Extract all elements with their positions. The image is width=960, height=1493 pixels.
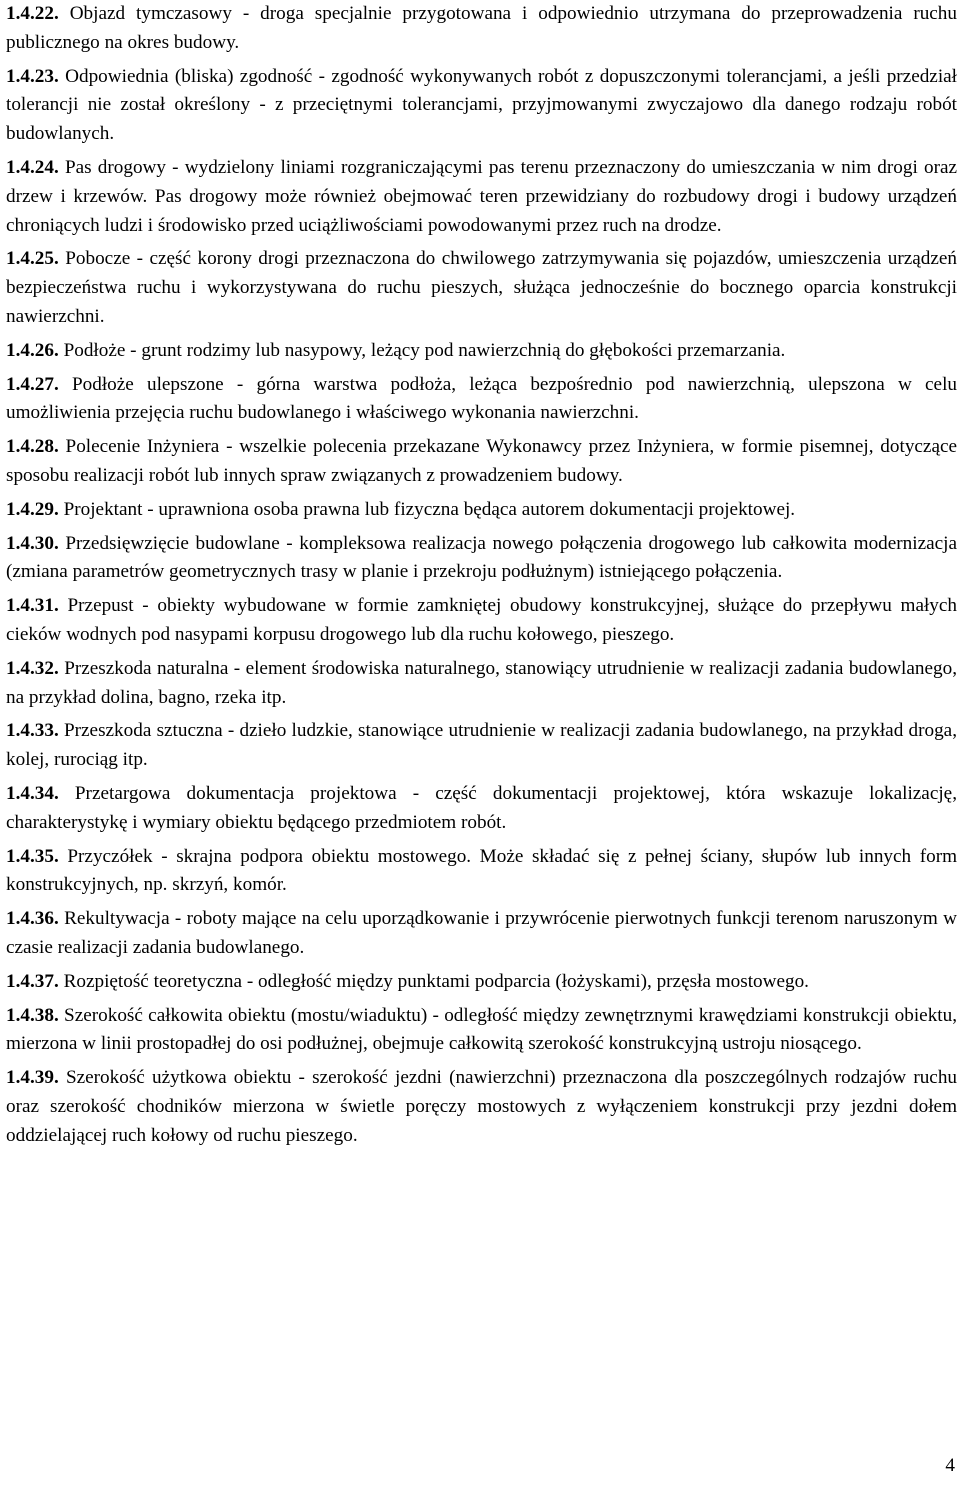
definition-number: 1.4.24. [6, 156, 59, 178]
definition-1-4-38 [6, 1002, 957, 1060]
definition-number: 1.4.39. [6, 1067, 59, 1089]
definition-1-4-28 [6, 433, 957, 491]
definition-text: Objazd tymczasowy - droga specjalnie przygotowana i odpowiednio utrzymana do przeprowadzenia ruchu publicznego na okres budowy. [6, 3, 957, 53]
definition-text: Przepust - obiekty wybudowane w formie zamkniętej obudowy konstrukcyjnej, służące do przepływu małych cieków wodnych pod nasypami korpusu drogowego lub dla ruchu kołowego, pieszego. [6, 595, 957, 645]
definition-1-4-37 [6, 968, 957, 997]
definition-1-4-35 [6, 843, 957, 901]
definition-number: 1.4.36. [6, 908, 59, 930]
definition-1-4-22 [6, 0, 957, 58]
definition-number: 1.4.32. [6, 657, 59, 679]
definition-text: Przedsięwzięcie budowlane - kompleksowa realizacja nowego połączenia drogowego lub całkowita modernizacja (zmiana parametrów geometrycznych trasy w planie i przekroju podłużnym) istniejącego połączenia. [6, 532, 958, 583]
definition-text: Przeszkoda naturalna - element środowiska naturalnego, stanowiący utrudnienie w realizacji zadania budowlanego, na przykład dolina, bagno, rzeka itp. [6, 657, 957, 708]
definition-text: Projektant - uprawniona osoba prawna lub fizyczna będąca autorem dokumentacji projektowej. [63, 498, 796, 520]
definition-number: 1.4.26. [6, 339, 59, 361]
definition-number: 1.4.37. [6, 970, 59, 992]
definition-1-4-31 [6, 592, 957, 650]
definition-text: Szerokość całkowita obiektu (mostu/wiaduktu) - odległość między zewnętrznymi krawędziami konstrukcji obiektu, mierzona w linii prostopadłej do osi podłużnej, obejmuje całkowitą szerokość konstrukcyjną ustroju niosącego. [6, 1004, 958, 1055]
definition-1-4-25 [6, 245, 957, 331]
definition-number: 1.4.34. [6, 782, 59, 804]
definition-1-4-27 [6, 371, 957, 429]
definition-number: 1.4.33. [6, 720, 59, 742]
definition-number: 1.4.23. [6, 65, 59, 87]
definition-number: 1.4.22. [6, 3, 59, 24]
definition-text: Przeszkoda sztuczna - dzieło ludzkie, stanowiące utrudnienie w realizacji zadania budowlanego, na przykład droga, kolej, rurociąg itp. [6, 720, 957, 771]
page-number: 4 [945, 1455, 955, 1476]
definition-text: Pas drogowy - wydzielony liniami rozgraniczającymi pas terenu przeznaczony do umieszczania w nim drogi oraz drzew i krzewów. Pas drogowy może również obejmować teren przewidziany do rozbudowy drogi i budowy urządzeń chroniących ludzi i środowisko przed uciążliwościami powodowanymi przez ruch na drodze. [6, 156, 957, 236]
definition-number: 1.4.27. [6, 373, 59, 395]
definition-text: Podłoże ulepszone - górna warstwa podłoża, leżąca bezpośrednio pod nawierzchnią, ulepszona w celu umożliwienia przejęcia ruchu budowlanego i właściwego wykonania nawierzchni. [6, 373, 957, 424]
definition-text: Przetargowa dokumentacja projektowa - część dokumentacji projektowej, która wskazuje lokalizację, charakterystykę i wymiary obiektu będącego przedmiotem robót. [6, 782, 957, 833]
definition-number: 1.4.30. [6, 532, 59, 554]
definition-1-4-30 [6, 530, 957, 588]
definition-1-4-39 [6, 1064, 957, 1150]
definition-text: Pobocze - część korony drogi przeznaczona do chwilowego zatrzymywania się pojazdów, umieszczenia urządzeń bezpieczeństwa ruchu i wykorzystywana do ruchu pieszych, służąca jednocześnie do bocznego oparcia konstrukcji nawierzchni. [6, 248, 957, 327]
definition-1-4-24 [6, 154, 957, 240]
definition-text: Podłoże - grunt rodzimy lub nasypowy, leżący pod nawierzchnią do głębokości przemarzania. [63, 339, 786, 361]
definition-number: 1.4.31. [6, 595, 59, 617]
definition-text: Polecenie Inżyniera - wszelkie polecenia przekazane Wykonawcy przez Inżyniera, w formie pisemnej, dotyczące sposobu realizacji robót lub innych spraw związanych z prowadzeniem budowy. [6, 436, 957, 486]
definition-1-4-32 [6, 655, 957, 713]
definition-number: 1.4.28. [6, 436, 59, 458]
definition-text: Rekultywacja - roboty mające na celu uporządkowanie i przywrócenie pierwotnych funkcji terenom naruszonym w czasie realizacji zadania budowlanego. [6, 908, 957, 958]
definition-1-4-26 [6, 337, 957, 366]
definition-number: 1.4.35. [6, 845, 59, 867]
definition-text: Rozpiętość teoretyczna - odległość między punktami podparcia (łożyskami), przęsła mostowego. [63, 970, 809, 992]
definition-1-4-33 [6, 717, 957, 775]
document-page [6, 0, 957, 1155]
definition-1-4-34 [6, 780, 957, 838]
definition-number: 1.4.29. [6, 498, 59, 520]
definition-1-4-29 [6, 496, 957, 525]
definition-number: 1.4.25. [6, 248, 59, 270]
definition-text: Odpowiednia (bliska) zgodność - zgodność wykonywanych robót z dopuszczonymi tolerancjami, a jeśli przedział tolerancji nie został określony - z przeciętnymi tolerancjami, przyjmowanymi zwyczajowo dla danego rodzaju robót budowlanych. [6, 65, 958, 145]
definition-1-4-36 [6, 905, 957, 963]
definition-1-4-23 [6, 63, 957, 149]
definition-number: 1.4.38. [6, 1004, 59, 1026]
definition-text: Szerokość użytkowa obiektu - szerokość jezdni (nawierzchni) przeznaczona dla poszczególnych rodzajów ruchu oraz szerokość chodników mierzona w świetle poręczy mostowych z wyłączeniem konstrukcji przy jezdni dołem oddzielającej ruch kołowy od ruchu pieszego. [6, 1067, 958, 1146]
definition-text: Przyczółek - skrajna podpora obiektu mostowego. Może składać się z pełnej ściany, słupów lub innych form konstrukcyjnych, np. skrzyń, komór. [6, 845, 958, 896]
